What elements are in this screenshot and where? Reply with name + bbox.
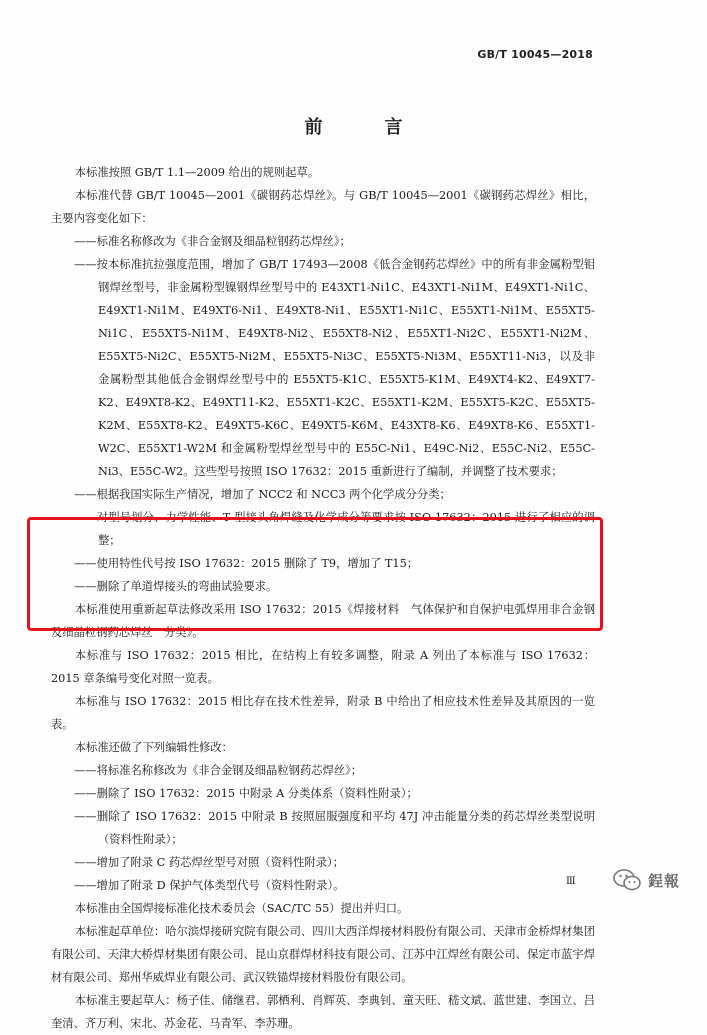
paragraph: 本标准由全国焊接标准化技术委员会（SAC/TC 55）提出并归口。 (74, 902, 409, 915)
list-item: ——删除了 ISO 17632：2015 中附录 B 按照屈服强度和平均 47J 冲击能量分类的药芯焊丝类型说明（资料性附录）； (74, 810, 595, 846)
list-item: ——增加了附录 D 保护气体类型代号（资料性附录）。 (74, 879, 345, 892)
list-item: ——将标准名称修改为《非合金钢及细晶粒钢药芯焊丝》； (74, 764, 363, 777)
list-item: ——删除了 ISO 17632：2015 中附录 A 分类体系（资料性附录）； (74, 787, 418, 800)
wechat-icon (612, 868, 642, 892)
paragraph: 本标准起草单位：哈尔滨焊接研究院有限公司、四川大西洋焊接材料股份有限公司、天津市金桥焊材集团有限公司、天津大桥焊材集团有限公司、昆山京群焊材科技有限公司、江苏中江焊丝有限公司、保定市蓝宇焊材有限公司、郑州华威焊业有限公司、武汉铁锚焊接材料股份有限公司。 (51, 925, 595, 984)
paragraph: 本标准按照 GB/T 1.1—2009 给出的规则起草。 (74, 166, 320, 179)
page-title: 前 言 (304, 117, 425, 138)
paragraph: 本标准还做了下列编辑性修改： (74, 741, 233, 754)
paragraph: 本标准主要起草人：杨子佳、储继君、郭栖利、肖辉英、李典钊、童天旺、嵇文斌、蓝世建、李国立、吕奎清、齐万利、宋北、苏金花、马青军、李苏珊。 (51, 994, 595, 1030)
paragraph: 本标准与 ISO 17632：2015 相比存在技术性差异，附录 B 中给出了相应技术性差异及其原因的一览表。 (51, 695, 595, 731)
paragraph: 本标准代替 GB/T 10045—2001《碳钢药芯焊丝》。与 GB/T 10045—2001《碳钢药芯焊丝》相比，主要内容变化如下： (51, 189, 595, 225)
list-item: ——使用特性代号按 ISO 17632：2015 删除了 T9，增加了 T15； (74, 557, 419, 570)
list-item: ——根据我国实际生产情况，增加了 NCC2 和 NCC3 两个化学成分分类； (74, 488, 451, 501)
list-item: ——标准名称修改为《非合金钢及细晶粒钢药芯焊丝》； (74, 235, 351, 248)
list-item: ——增加了附录 C 药芯焊丝型号对照（资料性附录）； (74, 856, 345, 869)
highlight-annotation-box (27, 517, 603, 631)
page-number: Ⅲ (566, 876, 576, 887)
watermark (612, 868, 680, 892)
paragraph: 本标准使用重新起草法修改采用 ISO 17632：2015《焊接材料 气体保护和自保护电弧焊用非合金钢及细晶粒钢药芯焊丝 分类》。 (51, 603, 595, 639)
paragraph: 本标准与 ISO 17632：2015 相比，在结构上有较多调整，附录 A 列出了本标准与 ISO 17632：2015 章条编号变化对照一览表。 (51, 649, 595, 685)
list-item: ——对型号划分、力学性能、T 型接头角焊缝及化学成分等要求按 ISO 17632：2015 进行了相应的调整； (74, 511, 595, 547)
list-item: ——按本标准抗拉强度范围，增加了 GB/T 17493—2008《低合金钢药芯焊丝》中的所有非金属粉型钼钢焊丝型号，非金属粉型镍钢焊丝型号中的 E43XT1-Ni1C、E43XT1-Ni1M、E49XT1-Ni1C、E49XT1-Ni1M、E49XT6-Ni1、E49XT8-Ni1、E55XT1-Ni1C、E55XT1-Ni1M、E55XT5-Ni1C、E55XT5-Ni1M、E49XT8-Ni2、E55XT8-Ni2、E55XT1-Ni2C、E55XT1-Ni2M、E55XT5-Ni2C、E55XT5-Ni2M、E55XT5-Ni3C、E55XT5-Ni3M、E55XT11-Ni3，以及非金属粉型其他低合金钢焊丝型号中的 E55XT5-K1C、E55XT5-K1M、E49XT4-K2、E49XT7-K2、E49XT8-K2、E49XT11-K2、E55XT1-K2C、E55XT1-K2M、E55XT5-K2C、E55XT5-K2M、E55XT8-K2、E49XT5-K6C、E49XT5-K6M、E43XT8-K6、E49XT8-K6、E55XT1-W2C、E55XT1-W2M 和金属粉型焊丝型号中的 E55C-Ni1、E49C-Ni2、E55C-Ni2、E55C-Ni3、E55C-W2。这些型号按照 ISO 17632：2015 重新进行了编制，并调整了技术要求； (74, 258, 595, 478)
standard-code: GB/T 10045—2018 (477, 48, 593, 61)
list-item: ——删除了单道焊接头的弯曲试验要求。 (74, 580, 278, 593)
watermark-text: 鋥報 (648, 871, 681, 890)
